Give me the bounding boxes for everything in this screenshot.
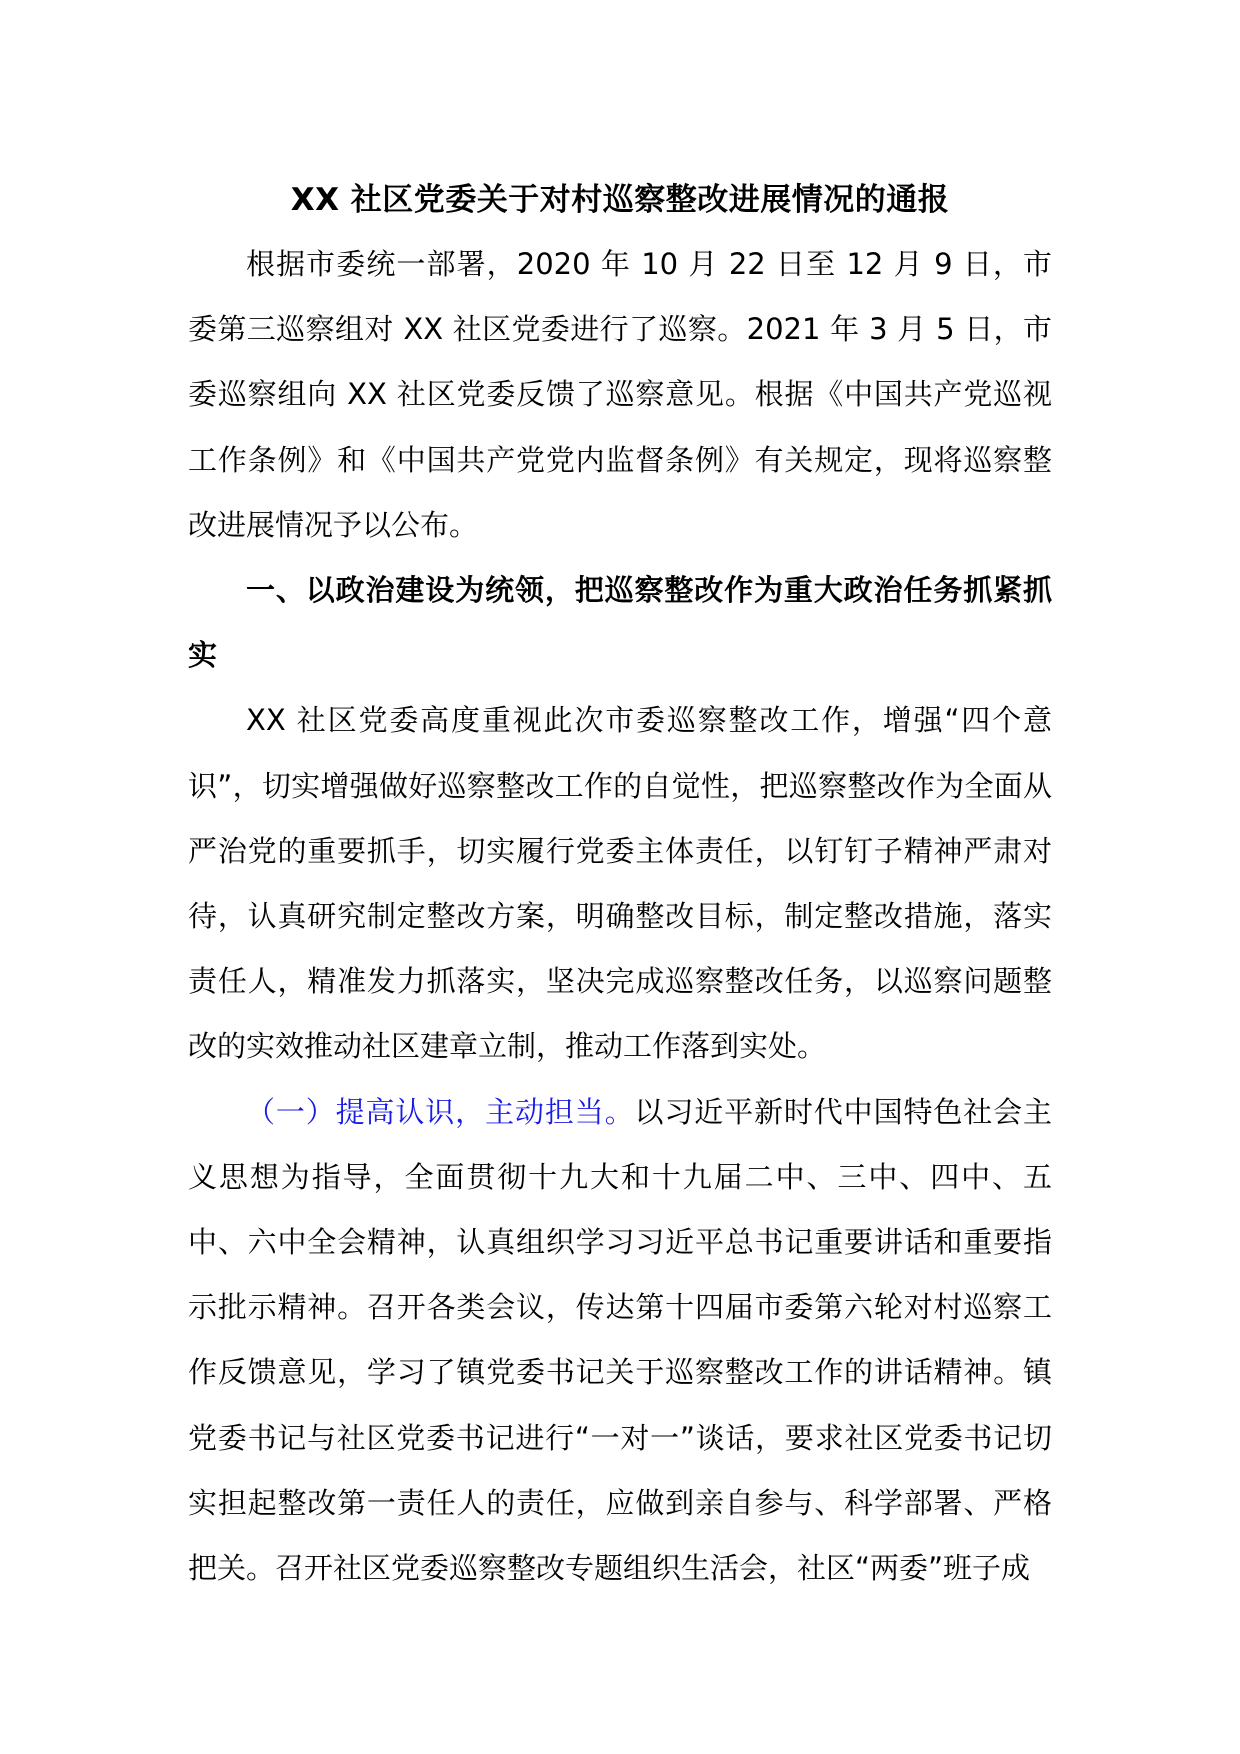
document-body xyxy=(188,168,1052,1601)
section-1-paragraph: XX 社区党委高度重视此次市委巡察整改工作，增强“四个意识”，切实增强做好巡察整改工作的自觉性，把巡察整改作为全面从严治党的重要抓手，切实履行党委主体责任，以钉钉子精神严肃对待，认真研究制定整改方案，明确整改目标，制定整改措施，落实责任人，精准发力抓落实，坚决完成巡察整改任务，以巡察问题整改的实效推动社区建章立制，推动工作落到实处。 xyxy=(188,703,1052,1064)
document-title: XX 社区党委关于对村巡察整改进展情况的通报 xyxy=(290,182,950,218)
section-1-heading: 一、以政治建设为统领，把巡察整改作为重大政治任务抓紧抓实 xyxy=(188,573,1052,673)
intro-paragraph: 根据市委统一部署，2020 年 10 月 22 日至 12 月 9 日，市委第三巡察组对 XX 社区党委进行了巡察。2021 年 3 月 5 日，市委巡察组向 XX 社区党委反馈了巡察意见。根据《中国共产党巡视工作条例》和《中国共产党党内监督条例》有关规定，现将巡察整改进展情况予以公布。 xyxy=(188,247,1052,542)
subsection-1-body: 以习近平新时代中国特色社会主义思想为指导，全面贯彻十九大和十九届二中、三中、四中、五中、六中全会精神，认真组织学习习近平总书记重要讲话和重要指示批示精神。召开各类会议，传达第十四届市委第六轮对村巡察工作反馈意见，学习了镇党委书记关于巡察整改工作的讲话精神。镇党委书记与社区党委书记进行“一对一”谈话，要求社区党委书记切实担起整改第一责任人的责任，应做到亲自参与、科学部署、严格把关。召开社区党委巡察整改专题组织生活会，社区“两委”班子成 xyxy=(188,1094,1052,1586)
subsection-1-paragraph xyxy=(188,1080,1052,1602)
subsection-1-heading: （一）提高认识，主动担当。 xyxy=(246,1094,635,1129)
